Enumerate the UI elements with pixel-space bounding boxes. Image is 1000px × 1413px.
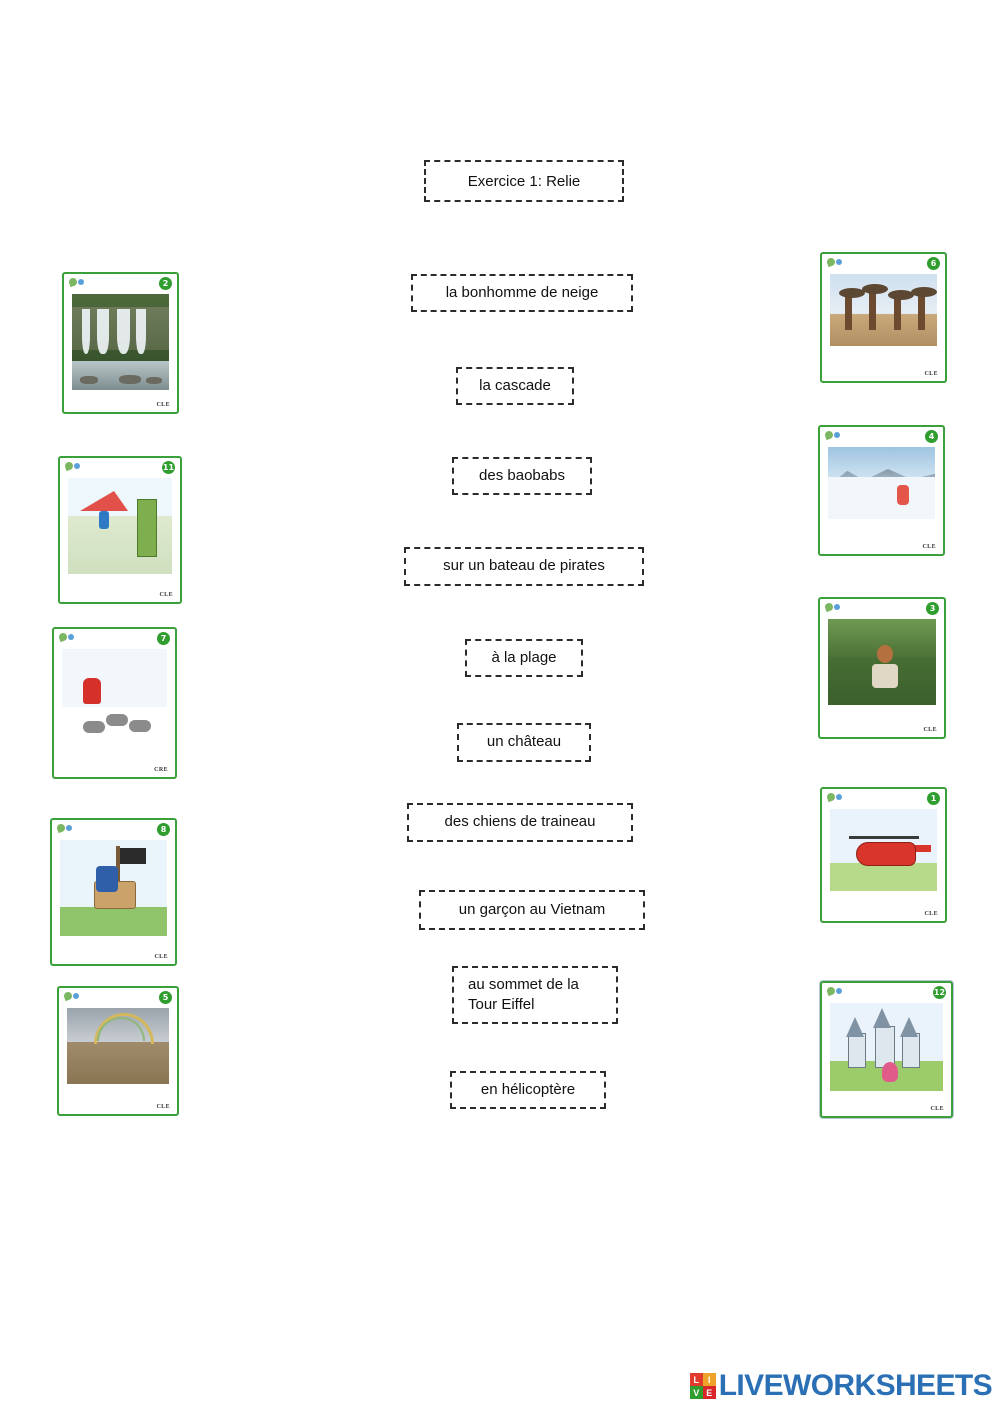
card-number-badge: 8 bbox=[157, 823, 170, 836]
card-image-snowman bbox=[828, 447, 935, 519]
picture-card-pirate[interactable] bbox=[50, 818, 177, 966]
picture-card-helicopter[interactable] bbox=[820, 787, 947, 923]
card-image-waterfall bbox=[72, 294, 169, 390]
liveworksheets-brand-text: LIVEWORKSHEETS bbox=[718, 1369, 992, 1402]
picture-card-dog-sled[interactable] bbox=[52, 627, 177, 779]
publisher-logo-icon bbox=[64, 991, 82, 1001]
card-number-badge: 4 bbox=[925, 430, 938, 443]
word-label: sur un bateau de pirates bbox=[443, 557, 605, 575]
card-number-badge: 6 bbox=[927, 257, 940, 270]
card-header bbox=[54, 629, 175, 645]
picture-card-castle[interactable] bbox=[820, 981, 953, 1118]
picture-card-baobabs[interactable] bbox=[820, 252, 947, 383]
card-number-badge: 3 bbox=[926, 602, 939, 615]
liveworksheets-logo-icon bbox=[690, 1373, 716, 1399]
word-label: un château bbox=[486, 733, 562, 751]
word-label: la cascade bbox=[479, 376, 551, 394]
card-caption: CLE bbox=[159, 592, 173, 598]
word-label: un garçon au Vietnam bbox=[458, 900, 606, 918]
card-caption: CLE bbox=[922, 544, 936, 550]
publisher-logo-icon bbox=[59, 632, 77, 642]
publisher-logo-icon bbox=[827, 986, 845, 996]
card-header bbox=[820, 599, 944, 615]
card-image-pirate bbox=[60, 840, 167, 936]
word-label: au sommet de la Tour Eiffel bbox=[468, 975, 579, 1013]
publisher-logo-icon bbox=[825, 602, 843, 612]
card-caption: CLE bbox=[156, 1104, 170, 1110]
word-box-tour-eiffel[interactable] bbox=[452, 966, 618, 1024]
card-image-castle bbox=[830, 1003, 943, 1091]
logo-letter-v: V bbox=[690, 1386, 703, 1399]
word-label: en hélicoptère bbox=[480, 1080, 576, 1098]
word-box-bateau-de-pirates[interactable] bbox=[404, 547, 644, 586]
card-caption: CLE bbox=[154, 954, 168, 960]
word-box-en-helicoptere[interactable] bbox=[450, 1071, 606, 1109]
card-caption: CLE bbox=[924, 371, 938, 377]
card-number-badge: 12 bbox=[933, 988, 946, 997]
publisher-logo-icon bbox=[827, 792, 845, 802]
word-label: à la plage bbox=[491, 648, 557, 666]
card-caption: CLE bbox=[924, 911, 938, 917]
logo-letter-l: L bbox=[690, 1373, 703, 1386]
word-box-chiens-de-traineau[interactable] bbox=[407, 803, 633, 842]
card-header bbox=[822, 983, 951, 999]
card-header bbox=[60, 458, 180, 474]
word-box-baobabs[interactable] bbox=[452, 457, 592, 495]
card-header bbox=[822, 254, 945, 270]
card-header bbox=[52, 820, 175, 836]
card-image-bicycle-boy bbox=[828, 619, 936, 705]
logo-letter-i: I bbox=[703, 1373, 716, 1386]
picture-card-snowman[interactable] bbox=[818, 425, 945, 556]
exercise-title-text: Exercice 1: Relie bbox=[467, 172, 581, 190]
card-number-badge: 1 bbox=[927, 792, 940, 805]
card-image-baobabs bbox=[830, 274, 937, 346]
word-box-bonhomme-de-neige[interactable] bbox=[411, 274, 633, 312]
publisher-logo-icon bbox=[827, 257, 845, 267]
card-image-rainbow-beach bbox=[67, 1008, 169, 1084]
card-header bbox=[820, 427, 943, 443]
word-box-garcon-au-vietnam[interactable] bbox=[419, 890, 645, 930]
card-caption: CLE bbox=[930, 1106, 944, 1112]
card-header bbox=[59, 988, 177, 1004]
card-number-badge: 5 bbox=[159, 991, 172, 1004]
card-caption: CRE bbox=[154, 767, 168, 773]
word-label: des baobabs bbox=[479, 466, 565, 484]
publisher-logo-icon bbox=[65, 461, 83, 471]
card-number-badge: 2 bbox=[159, 277, 172, 290]
word-box-cascade[interactable] bbox=[456, 367, 574, 405]
card-caption: CLE bbox=[156, 402, 170, 408]
publisher-logo-icon bbox=[69, 277, 87, 287]
liveworksheets-footer[interactable] bbox=[690, 1369, 992, 1403]
publisher-logo-icon bbox=[57, 823, 75, 833]
picture-card-rainbow-beach[interactable] bbox=[57, 986, 179, 1116]
card-header bbox=[64, 274, 177, 290]
exercise-title bbox=[424, 160, 624, 202]
publisher-logo-icon bbox=[825, 430, 843, 440]
picture-card-bicycle-boy[interactable] bbox=[818, 597, 946, 739]
word-label: des chiens de traineau bbox=[444, 813, 596, 831]
card-image-helicopter bbox=[830, 809, 937, 891]
picture-card-hang-glider[interactable] bbox=[58, 456, 182, 604]
card-image-dog-sled bbox=[62, 649, 167, 745]
word-label: la bonhomme de neige bbox=[445, 283, 599, 301]
card-number-badge: 11 bbox=[162, 463, 175, 472]
card-header bbox=[822, 789, 945, 805]
card-number-badge: 7 bbox=[157, 632, 170, 645]
card-image-hang-glider bbox=[68, 478, 172, 574]
word-box-a-la-plage[interactable] bbox=[465, 639, 583, 677]
picture-card-waterfall[interactable] bbox=[62, 272, 179, 414]
card-caption: CLE bbox=[923, 727, 937, 733]
word-box-un-chateau[interactable] bbox=[457, 723, 591, 762]
logo-letter-e: E bbox=[703, 1386, 716, 1399]
